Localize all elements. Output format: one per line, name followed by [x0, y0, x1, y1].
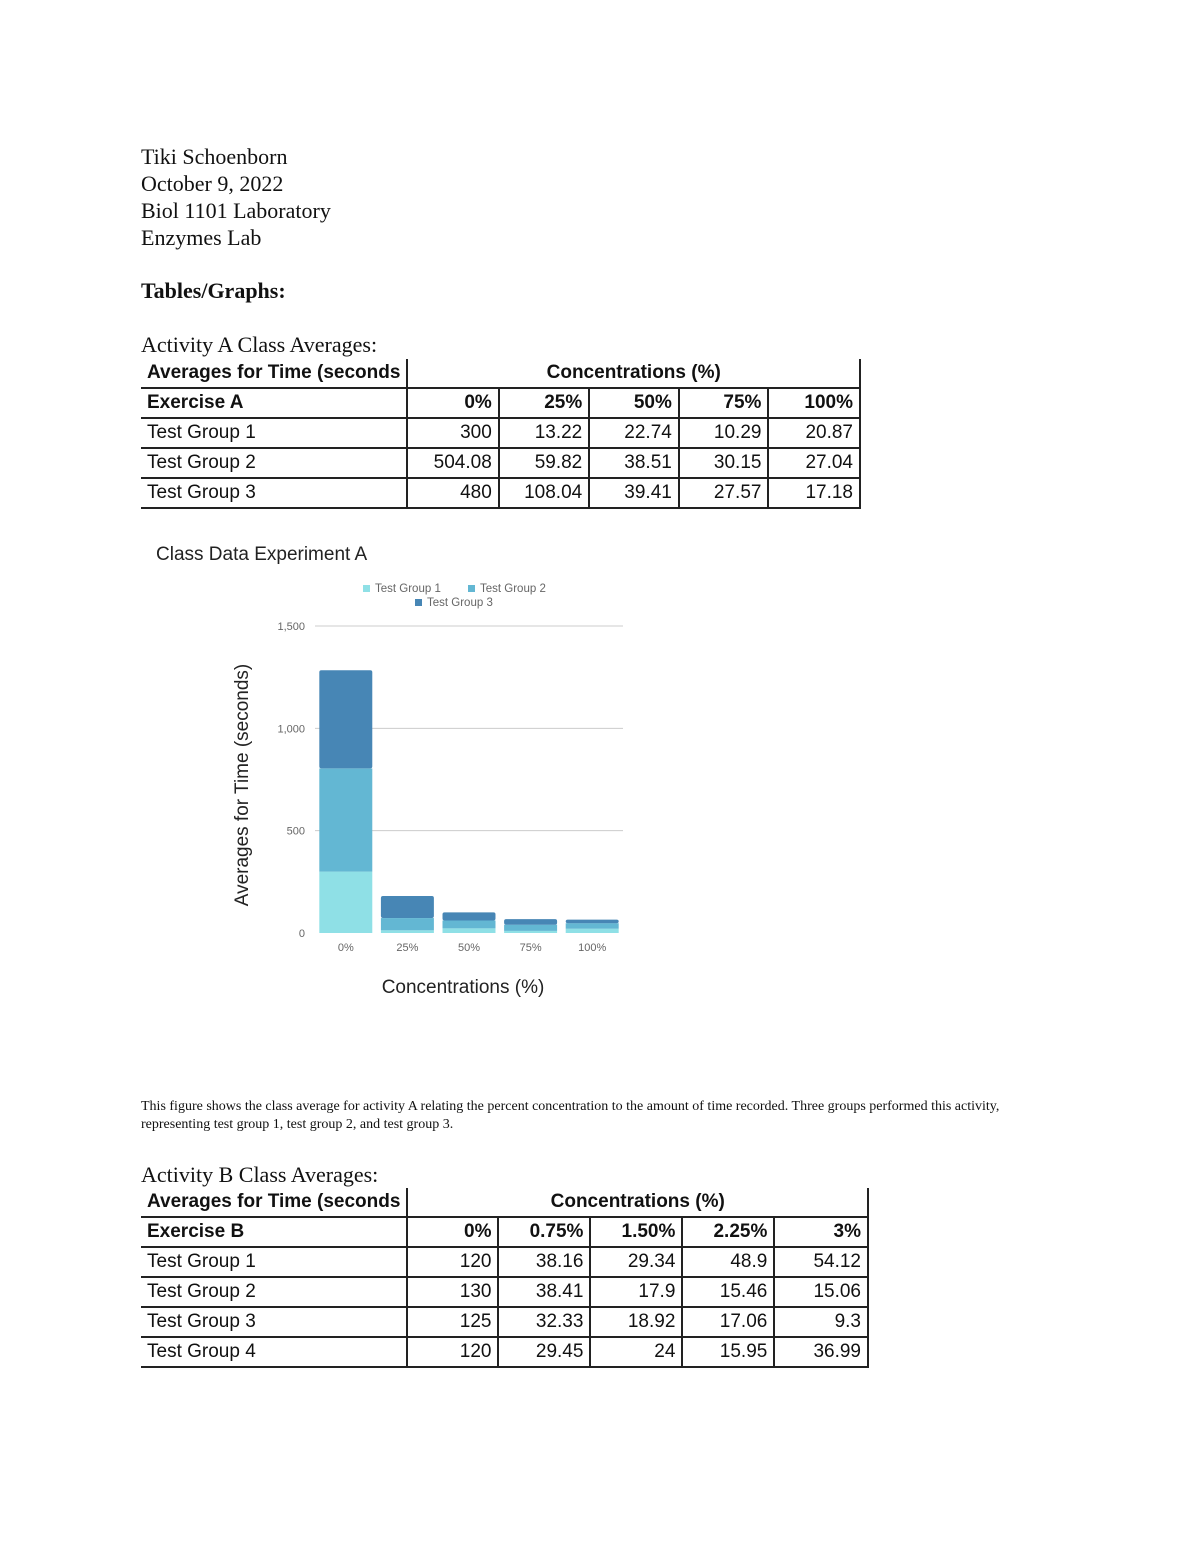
- course-name: Biol 1101 Laboratory: [141, 198, 331, 223]
- section-heading: Tables/Graphs:: [141, 278, 286, 303]
- bar-segment: [566, 920, 619, 924]
- legend-swatch: [468, 585, 475, 592]
- table-cell: 120: [407, 1247, 498, 1277]
- table-b: [141, 1188, 869, 1368]
- table-a-col-header: 0%: [407, 388, 498, 418]
- table-cell: 480: [407, 478, 498, 508]
- x-tick-label: 100%: [578, 942, 607, 954]
- table-cell: 18.92: [590, 1307, 682, 1337]
- table-cell: 17.9: [590, 1277, 682, 1307]
- document-header: [141, 143, 331, 251]
- bar-segment: [381, 930, 434, 933]
- table-cell: 38.51: [589, 448, 679, 478]
- x-axis-ticks: [338, 942, 607, 954]
- table-cell: 120: [407, 1337, 498, 1367]
- table-cell: 130: [407, 1277, 498, 1307]
- chart-title: Class Data Experiment A: [156, 544, 368, 565]
- table-cell: 29.45: [498, 1337, 590, 1367]
- table-cell: 24: [590, 1337, 682, 1367]
- table-b-header-group: Concentrations (%): [407, 1188, 868, 1217]
- x-tick-label: 75%: [519, 942, 542, 954]
- x-axis-label: Concentrations (%): [381, 977, 545, 998]
- table-row: [141, 1247, 868, 1277]
- table-cell: 39.41: [589, 478, 679, 508]
- table-a: [141, 359, 861, 509]
- lab-title: Enzymes Lab: [141, 225, 262, 250]
- row-label: Test Group 1: [141, 1247, 407, 1277]
- table-cell: 504.08: [407, 448, 498, 478]
- document-date: October 9, 2022: [141, 171, 284, 196]
- table-a-title: Activity A Class Averages:: [141, 332, 378, 357]
- table-cell: 38.41: [498, 1277, 590, 1307]
- x-tick-label: 25%: [396, 942, 419, 954]
- table-cell: 27.57: [679, 478, 769, 508]
- x-tick-label: 50%: [457, 942, 481, 954]
- table-b-col-header: 2.25%: [682, 1217, 774, 1247]
- table-cell: 59.82: [499, 448, 589, 478]
- table-b-exercise-label: Exercise B: [141, 1217, 407, 1247]
- row-label: Test Group 3: [141, 478, 407, 508]
- bar-segment: [319, 670, 372, 768]
- legend-swatch: [363, 585, 370, 592]
- table-cell: 15.46: [682, 1277, 774, 1307]
- author-name: Tiki Schoenborn: [141, 144, 288, 169]
- table-cell: 38.16: [498, 1247, 590, 1277]
- table-row: [141, 448, 860, 478]
- table-row: [141, 418, 860, 448]
- y-tick-label: 1,500: [277, 621, 305, 633]
- bar-chart: [145, 535, 645, 1005]
- y-axis-label: Averages for Time (seconds): [232, 663, 253, 907]
- row-label: Test Group 2: [141, 1277, 407, 1307]
- legend-label: Test Group 1: [375, 583, 441, 595]
- bar-segment: [381, 896, 434, 918]
- bar-segment: [381, 918, 434, 930]
- table-cell: 27.04: [768, 448, 860, 478]
- row-label: Test Group 3: [141, 1307, 407, 1337]
- bar-segment: [504, 931, 557, 933]
- bar-segment: [504, 925, 557, 931]
- table-cell: 17.06: [682, 1307, 774, 1337]
- table-row: [141, 1307, 868, 1337]
- y-tick-label: 500: [286, 825, 305, 838]
- legend-swatch: [415, 599, 422, 606]
- bar-segment: [443, 928, 496, 933]
- table-b-col-header: 0%: [407, 1217, 498, 1247]
- table-b-title: Activity B Class Averages:: [141, 1162, 379, 1187]
- y-axis-ticks: [277, 621, 305, 940]
- table-cell: 15.06: [774, 1277, 868, 1307]
- figure-caption: This figure shows the class average for activity A relating the percent concentration to the amount of time recorded. Three groups performed this activity, representing test group 1, test group 2, and test group 3.: [141, 1099, 1000, 1132]
- table-b-col-header: 0.75%: [498, 1217, 590, 1247]
- row-label: Test Group 2: [141, 448, 407, 478]
- table-b-col-header: 1.50%: [590, 1217, 682, 1247]
- table-a-header-group: Concentrations (%): [407, 359, 860, 388]
- table-a-col-header: 25%: [499, 388, 589, 418]
- table-cell: 15.95: [682, 1337, 774, 1367]
- table-cell: 48.9: [682, 1247, 774, 1277]
- table-a-header-left: Averages for Time (seconds: [141, 359, 407, 388]
- x-tick-label: 0%: [337, 942, 354, 954]
- table-row: [141, 1277, 868, 1307]
- table-cell: 300: [407, 418, 498, 448]
- table-cell: 125: [407, 1307, 498, 1337]
- table-cell: 10.29: [679, 418, 769, 448]
- table-cell: 32.33: [498, 1307, 590, 1337]
- row-label: Test Group 4: [141, 1337, 407, 1367]
- y-tick-label: 1,000: [277, 723, 305, 736]
- bar-segment: [319, 768, 372, 871]
- table-cell: 36.99: [774, 1337, 868, 1367]
- table-a-col-header: 100%: [768, 388, 860, 418]
- bar-segment: [443, 912, 496, 920]
- table-cell: 30.15: [679, 448, 769, 478]
- table-row: [141, 478, 860, 508]
- table-b-header-left: Averages for Time (seconds: [141, 1188, 407, 1217]
- table-cell: 54.12: [774, 1247, 868, 1277]
- legend-label: Test Group 3: [427, 597, 493, 609]
- table-cell: 29.34: [590, 1247, 682, 1277]
- table-a-col-header: 75%: [679, 388, 769, 418]
- table-cell: 20.87: [768, 418, 860, 448]
- table-a-col-header: 50%: [589, 388, 679, 418]
- table-row: [141, 1337, 868, 1367]
- bar-segment: [566, 929, 619, 933]
- table-cell: 108.04: [499, 478, 589, 508]
- table-cell: 9.3: [774, 1307, 868, 1337]
- bar-segment: [504, 919, 557, 925]
- bar-segment: [319, 872, 372, 933]
- bar-segment: [443, 920, 496, 928]
- table-cell: 17.18: [768, 478, 860, 508]
- bar-segment: [566, 923, 619, 929]
- legend-label: Test Group 2: [480, 583, 546, 595]
- row-label: Test Group 1: [141, 418, 407, 448]
- chart-legend: [363, 583, 546, 609]
- table-cell: 22.74: [589, 418, 679, 448]
- table-a-exercise-label: Exercise A: [141, 388, 407, 418]
- table-cell: 13.22: [499, 418, 589, 448]
- chart-bars: [319, 670, 618, 933]
- y-tick-label: 0: [298, 928, 305, 940]
- table-b-col-header: 3%: [774, 1217, 868, 1247]
